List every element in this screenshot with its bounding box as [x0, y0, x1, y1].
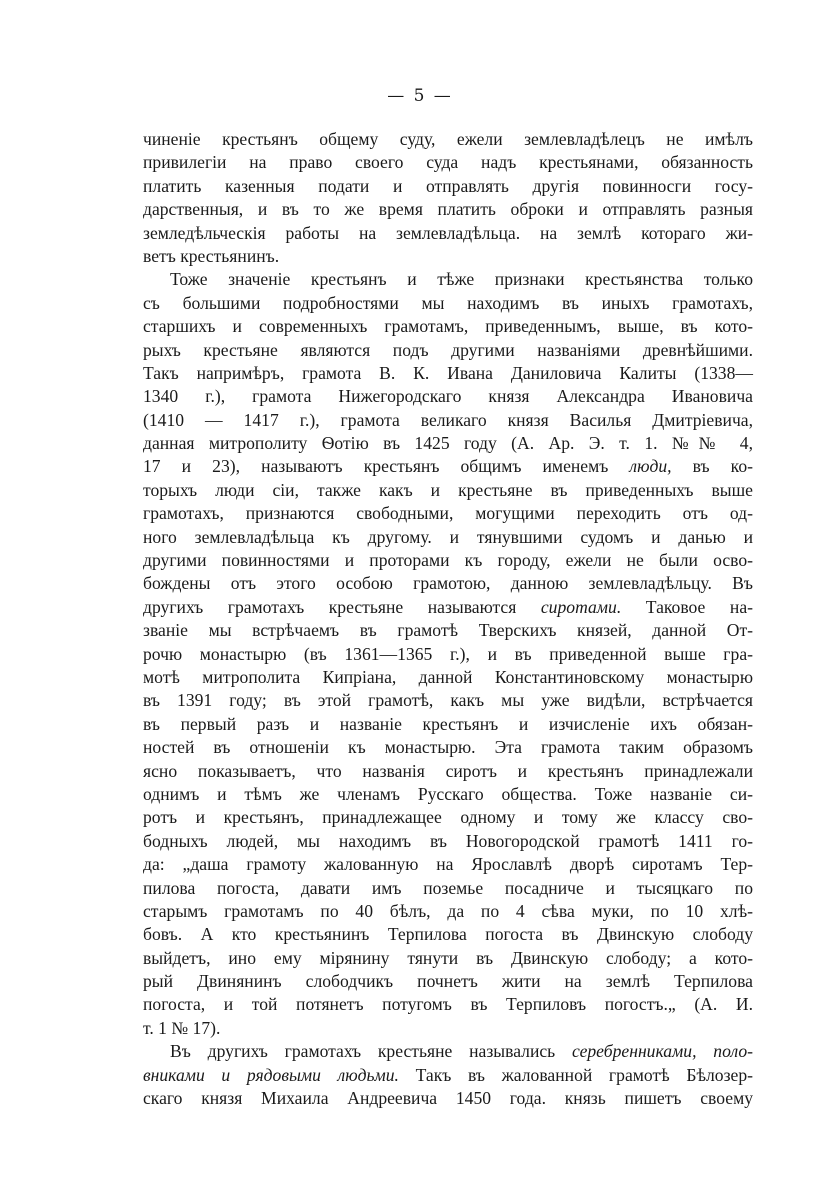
- text-segment: другими повинностями и проторами къ городу, ежели не были осво-: [143, 550, 753, 571]
- text-segment: скаго князя Михаила Андреевича 1450 года. князь пишетъ своему: [143, 1088, 753, 1109]
- text-segment: да: „даша грамоту жалованную на Ярославлѣ дворѣ сиротамъ Тер-: [143, 854, 753, 875]
- text-segment: ротъ и крестьянъ, принадлежащее одному и тому же классу сво-: [143, 807, 753, 828]
- text-segment: ного землевладѣльца къ другому. и тянувшими судомъ и данью и: [143, 526, 753, 547]
- text-segment: въ первый разъ и названіе крестьянъ и изчисленіе ихъ обязан-: [143, 713, 753, 734]
- text-segment: старшихъ и современныхъ грамотамъ, приведеннымъ, выше, въ кото-: [143, 316, 753, 337]
- text-segment: выйдетъ, ино ему мірянину тянути въ Двинскую слободу; а кото-: [143, 947, 753, 968]
- text-line: [143, 175, 753, 198]
- text-segment: старымъ грамотамъ по 40 бѣлъ, да по 4 сѣва муки, по 10 хлѣ-: [143, 900, 753, 921]
- text-segment: въ ко-: [671, 456, 753, 477]
- italic-text: серебренниками, поло-: [572, 1041, 753, 1062]
- text-line: [143, 1017, 753, 1040]
- italic-text: вниками и рядовыми людьми.: [143, 1064, 399, 1085]
- text-line: [143, 666, 753, 689]
- text-line: [143, 292, 753, 315]
- text-segment: ясно показываетъ, что названія сиротъ и крестьянъ принадлежали: [143, 760, 753, 781]
- text-line: [143, 689, 753, 712]
- text-line: [143, 198, 753, 221]
- text-segment: земледѣльческія работы на землевладѣльца. на землѣ котораго жи-: [143, 222, 753, 243]
- page-number: — 5 —: [387, 86, 453, 106]
- text-segment: Въ другихъ грамотахъ крестьяне назывались: [170, 1041, 572, 1062]
- text-line: [143, 619, 753, 642]
- text-segment: данная митрополиту Ѳотію въ 1425 году (А. Ар. Э. т. 1. №№ 4,: [143, 433, 753, 454]
- text-segment: бождены отъ этого особою грамотою, данною землевладѣльцу. Въ: [143, 573, 753, 594]
- text-line: [143, 1064, 753, 1087]
- text-segment: т. 1 № 17).: [143, 1017, 221, 1038]
- text-segment: привилегіи на право своего суда надъ крестьянами, обязанность: [143, 152, 753, 173]
- text-line: [143, 479, 753, 502]
- text-segment: погоста, и той потянетъ потугомъ въ Терпиловъ погостъ.„ (А. И.: [143, 994, 753, 1015]
- text-segment: грамотахъ, признаются свободными, могущими переходить отъ од-: [143, 503, 753, 524]
- text-line: [143, 877, 753, 900]
- text-segment: платить казенныя подати и отправлять другія повинносги госу-: [143, 175, 753, 196]
- text-segment: рый Двинянинъ слободчикъ почнетъ жити на землѣ Терпилова: [143, 971, 753, 992]
- text-segment: пилова погоста, давати имъ поземье посадниче и тысяцкаго по: [143, 877, 753, 898]
- italic-text: люди,: [629, 456, 672, 477]
- text-segment: 17 и 23), называютъ крестьянъ общимъ именемъ: [143, 456, 630, 477]
- page-body: [143, 128, 753, 1110]
- text-line: [143, 455, 753, 478]
- text-line: [143, 432, 753, 455]
- text-segment: рочю монастырю (въ 1361—1365 г.), и въ приведенной выше гра-: [143, 643, 753, 664]
- text-segment: однимъ и тѣмъ же членамъ Русскаго общества. Тоже названіе си-: [143, 783, 753, 804]
- text-segment: званіе мы встрѣчаемъ въ грамотѣ Тверскихъ князей, данной От-: [143, 620, 753, 641]
- text-line: [143, 947, 753, 970]
- text-line: [143, 643, 753, 666]
- text-line: [143, 362, 753, 385]
- text-segment: ветъ крестьянинъ.: [143, 245, 280, 266]
- text-segment: торыхъ люди сіи, также какъ и крестьяне въ приведенныхъ выше: [143, 479, 753, 500]
- text-segment: бодныхъ людей, мы находимъ въ Новогородской грамотѣ 1411 го-: [143, 830, 753, 851]
- text-segment: съ большими подробностями мы находимъ въ иныхъ грамотахъ,: [143, 292, 753, 313]
- text-line: [143, 128, 753, 151]
- text-line: [143, 222, 753, 245]
- text-line: [143, 736, 753, 759]
- text-line: [143, 713, 753, 736]
- text-segment: 1340 г.), грамота Нижегородскаго князя Александра Ивановича: [143, 386, 753, 407]
- text-segment: Такъ напримѣръ, грамота В. К. Ивана Даниловича Калиты (1338—: [143, 362, 753, 383]
- text-segment: другихъ грамотахъ крестьяне называются: [143, 596, 541, 617]
- text-segment: Таковое на-: [621, 596, 753, 617]
- text-line: [143, 923, 753, 946]
- text-line: [143, 409, 753, 432]
- text-line: [143, 385, 753, 408]
- text-segment: чиненіе крестьянъ общему суду, ежели землевладѣлецъ не имѣлъ: [143, 129, 753, 149]
- text-line: [143, 900, 753, 923]
- text-segment: Такъ въ жалованной грамотѣ Бѣлозер-: [398, 1064, 753, 1085]
- text-line: [143, 970, 753, 993]
- text-segment: (1410 — 1417 г.), грамота великаго князя Василья Дмитріевича,: [143, 409, 753, 430]
- text-line: [143, 760, 753, 783]
- text-line: [143, 783, 753, 806]
- text-line: [143, 502, 753, 525]
- text-line: [143, 339, 753, 362]
- text-segment: дарственныя, и въ то же время платить оброки и отправлять разныя: [143, 199, 753, 220]
- text-line: [143, 572, 753, 595]
- text-line: [143, 245, 753, 268]
- text-segment: ностей въ отношеніи къ монастырю. Эта грамота таким образомъ: [143, 737, 753, 758]
- text-line: [143, 830, 753, 853]
- text-line: [143, 526, 753, 549]
- text-line: [143, 1040, 753, 1063]
- text-line: [143, 315, 753, 338]
- text-segment: Тоже значеніе крестьянъ и тѣже признаки крестьянства только: [170, 269, 753, 290]
- text-segment: бовъ. А кто крестьянинъ Терпилова погоста въ Двинскую слободу: [143, 924, 753, 945]
- text-line: [143, 853, 753, 876]
- text-line: [143, 549, 753, 572]
- text-segment: въ 1391 году; въ этой грамотѣ, какъ мы уже видѣли, встрѣчается: [143, 690, 753, 711]
- text-line: [143, 1087, 753, 1110]
- text-segment: рыхъ крестьяне являются подъ другими названіями древнѣйшими.: [143, 339, 753, 360]
- text-line: [143, 806, 753, 829]
- text-line: [143, 268, 753, 291]
- italic-text: сиротами.: [540, 596, 622, 617]
- text-segment: мотѣ митрополита Кипріана, данной Константиновскому монастырю: [143, 666, 753, 687]
- text-line: [143, 596, 753, 619]
- text-line: [143, 151, 753, 174]
- text-line: [143, 993, 753, 1016]
